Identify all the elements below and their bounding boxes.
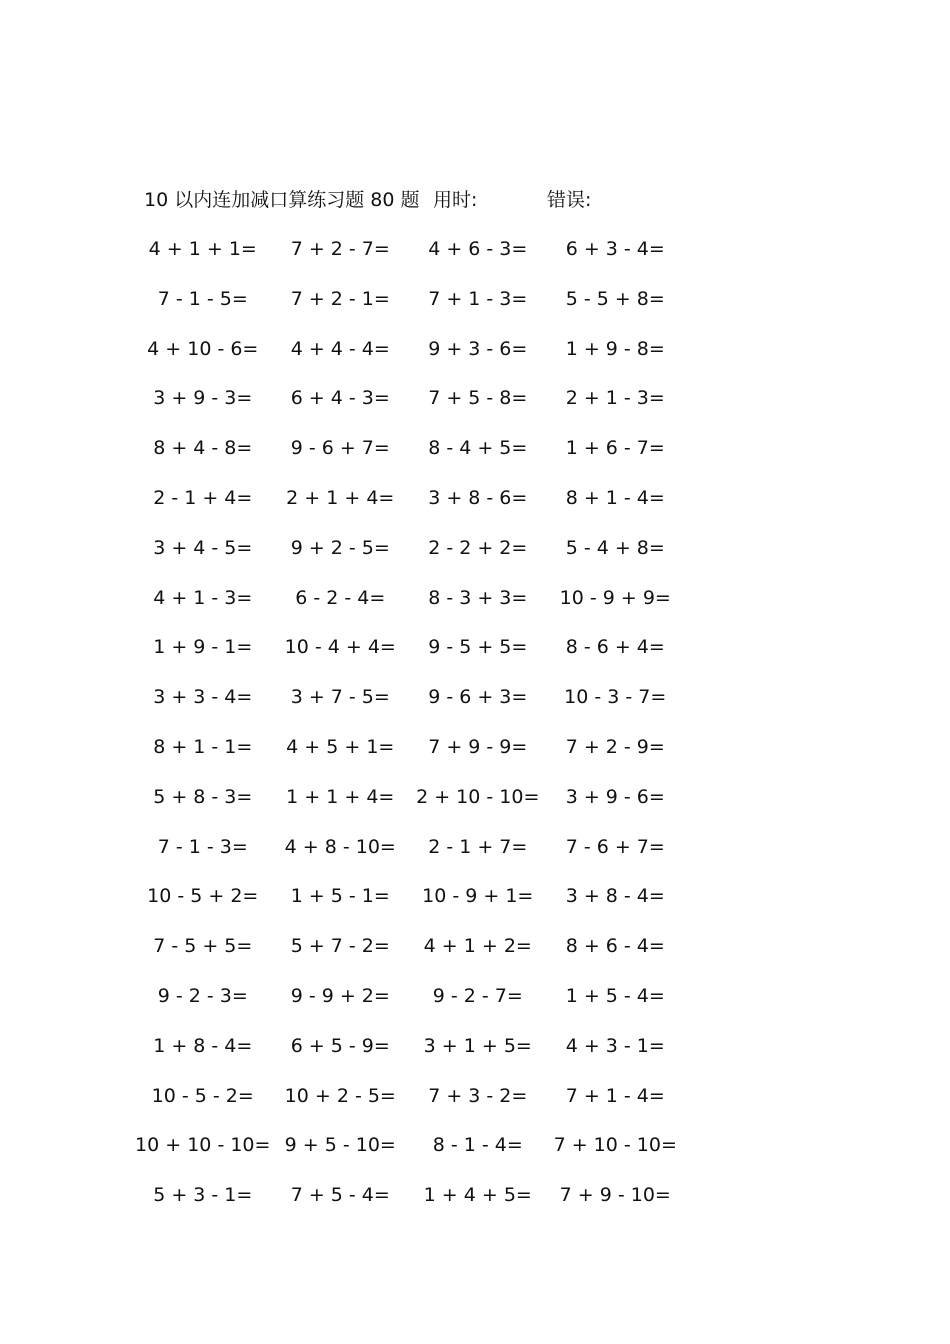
math-problem: 2 - 1 + 7= xyxy=(428,835,528,858)
math-problem: 2 + 10 - 10= xyxy=(416,785,540,808)
math-problem: 1 + 8 - 4= xyxy=(153,1034,253,1057)
math-problem: 3 + 8 - 4= xyxy=(565,885,665,908)
math-problem: 7 + 9 - 9= xyxy=(428,735,528,758)
math-problem: 5 - 5 + 8= xyxy=(565,287,665,310)
math-problem: 2 - 2 + 2= xyxy=(428,536,528,559)
math-problem: 2 + 1 - 3= xyxy=(565,387,665,410)
math-problem: 6 - 2 - 4= xyxy=(295,586,386,609)
problem-row xyxy=(134,832,684,882)
problem-row xyxy=(134,732,684,782)
problem-row xyxy=(134,583,684,633)
math-problem: 9 - 9 + 2= xyxy=(290,984,390,1007)
math-problem: 7 + 2 - 7= xyxy=(290,238,390,260)
math-problem: 5 - 4 + 8= xyxy=(565,536,665,559)
math-problem: 7 + 5 - 4= xyxy=(290,1184,390,1207)
math-problem: 8 + 1 - 1= xyxy=(153,735,253,758)
problem-row xyxy=(134,881,684,931)
math-problem: 3 + 9 - 6= xyxy=(565,785,665,808)
math-problem: 7 + 1 - 4= xyxy=(565,1084,665,1107)
math-problem: 10 + 10 - 10= xyxy=(135,1134,271,1157)
problem-row xyxy=(134,682,684,732)
worksheet-header xyxy=(144,186,844,214)
math-problem: 10 - 5 - 2= xyxy=(151,1084,254,1107)
math-problem: 10 - 5 + 2= xyxy=(147,885,259,908)
problem-row xyxy=(134,931,684,981)
math-problem: 5 + 7 - 2= xyxy=(290,935,390,958)
math-problem: 8 + 4 - 8= xyxy=(153,437,253,460)
problem-row xyxy=(134,334,684,384)
math-problem: 8 + 1 - 4= xyxy=(565,486,665,509)
math-problem: 4 + 1 + 1= xyxy=(148,238,257,260)
error-label: 错误: xyxy=(547,189,592,211)
math-problem: 5 + 8 - 3= xyxy=(153,785,253,808)
math-problem: 4 + 5 + 1= xyxy=(286,735,395,758)
math-problem: 6 + 3 - 4= xyxy=(565,238,665,260)
problem-row xyxy=(134,981,684,1031)
math-problem: 2 + 1 + 4= xyxy=(286,486,395,509)
math-problem: 1 + 4 + 5= xyxy=(423,1184,532,1207)
problem-row xyxy=(134,632,684,682)
math-problem: 7 - 6 + 7= xyxy=(565,835,665,858)
math-problem: 8 - 1 - 4= xyxy=(432,1134,523,1157)
math-problem: 1 + 1 + 4= xyxy=(286,785,395,808)
math-problem: 7 + 5 - 8= xyxy=(428,387,528,410)
worksheet-title: 10 以内连加减口算练习题 80 题 xyxy=(144,189,420,211)
math-problem: 3 + 3 - 4= xyxy=(153,686,253,709)
math-problem: 7 + 2 - 1= xyxy=(290,287,390,310)
math-problem: 5 + 3 - 1= xyxy=(153,1184,253,1207)
math-problem: 4 + 10 - 6= xyxy=(147,337,259,360)
math-problem: 10 - 3 - 7= xyxy=(564,686,667,709)
math-problem: 10 - 9 + 1= xyxy=(422,885,534,908)
problem-row xyxy=(134,1081,684,1131)
math-problem: 4 + 1 - 3= xyxy=(153,586,253,609)
math-problem: 9 - 6 + 3= xyxy=(428,686,528,709)
math-problem: 8 - 4 + 5= xyxy=(428,437,528,460)
math-problem: 3 + 7 - 5= xyxy=(290,686,390,709)
math-problem: 2 - 1 + 4= xyxy=(153,486,253,509)
math-problem: 9 + 3 - 6= xyxy=(428,337,528,360)
problem-row xyxy=(134,1180,684,1230)
math-problem: 10 - 4 + 4= xyxy=(284,636,396,659)
problem-row xyxy=(134,782,684,832)
math-problem: 8 - 6 + 4= xyxy=(565,636,665,659)
math-problem: 10 - 9 + 9= xyxy=(559,586,671,609)
math-problem: 3 + 9 - 3= xyxy=(153,387,253,410)
problem-row xyxy=(134,284,684,334)
math-problem: 9 - 5 + 5= xyxy=(428,636,528,659)
math-problem: 1 + 9 - 1= xyxy=(153,636,253,659)
math-problem: 7 + 3 - 2= xyxy=(428,1084,528,1107)
math-problem: 7 + 1 - 3= xyxy=(428,287,528,310)
math-problem: 7 - 1 - 5= xyxy=(157,287,248,310)
math-problem: 7 + 10 - 10= xyxy=(553,1134,677,1157)
math-problem: 4 + 1 + 2= xyxy=(423,935,532,958)
math-problem: 8 + 6 - 4= xyxy=(565,935,665,958)
math-problem: 9 - 2 - 7= xyxy=(432,984,523,1007)
math-problem: 7 - 5 + 5= xyxy=(153,935,253,958)
problem-row xyxy=(134,1031,684,1081)
problem-row xyxy=(134,1130,684,1180)
math-problem: 4 + 6 - 3= xyxy=(428,238,528,260)
math-problem: 3 + 4 - 5= xyxy=(153,536,253,559)
math-problem: 7 + 9 - 10= xyxy=(559,1184,671,1207)
math-problem: 4 + 4 - 4= xyxy=(290,337,390,360)
math-problem: 9 - 6 + 7= xyxy=(290,437,390,460)
math-problem: 6 + 5 - 9= xyxy=(290,1034,390,1057)
math-problem: 1 + 9 - 8= xyxy=(565,337,665,360)
math-problem: 3 + 8 - 6= xyxy=(428,486,528,509)
math-problem: 4 + 8 - 10= xyxy=(284,835,396,858)
problem-row xyxy=(134,383,684,433)
math-problem: 1 + 6 - 7= xyxy=(565,437,665,460)
math-problem: 1 + 5 - 1= xyxy=(290,885,390,908)
math-problem: 7 - 1 - 3= xyxy=(157,835,248,858)
math-problem: 9 + 2 - 5= xyxy=(290,536,390,559)
math-problem: 8 - 3 + 3= xyxy=(428,586,528,609)
math-problem: 3 + 1 + 5= xyxy=(423,1034,532,1057)
math-problem: 6 + 4 - 3= xyxy=(290,387,390,410)
math-problem: 9 - 2 - 3= xyxy=(157,984,248,1007)
math-problem: 1 + 5 - 4= xyxy=(565,984,665,1007)
problem-row xyxy=(134,433,684,483)
problem-row xyxy=(134,483,684,533)
problem-row xyxy=(134,533,684,583)
math-problem: 4 + 3 - 1= xyxy=(565,1034,665,1057)
math-problem: 7 + 2 - 9= xyxy=(565,735,665,758)
problem-grid xyxy=(134,234,684,1230)
math-problem: 9 + 5 - 10= xyxy=(284,1134,396,1157)
math-problem: 10 + 2 - 5= xyxy=(284,1084,396,1107)
time-label: 用时: xyxy=(433,189,478,211)
problem-row xyxy=(134,234,684,284)
